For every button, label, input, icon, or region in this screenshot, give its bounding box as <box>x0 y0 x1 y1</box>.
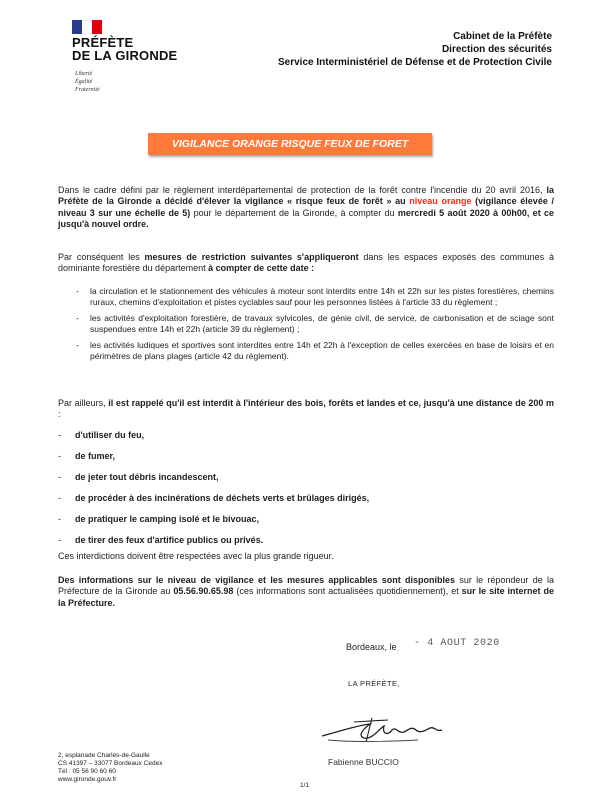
p1-text-2: pour le département de la Gironde, à compter du <box>190 207 398 218</box>
prefecture-logo-title <box>72 36 177 62</box>
paragraph-prohibitions-intro <box>58 398 554 421</box>
p3-text-2: : <box>58 409 61 420</box>
vigilance-banner: VIGILANCE ORANGE RISQUE FEUX DE FORET <box>148 133 432 155</box>
p1-bold-1: la Préfète de la Gironde a décidé d'élever la vigilance « risque feux de forêt » au <box>58 185 554 207</box>
date-stamp: - 4 AOUT 2020 <box>414 638 500 649</box>
devise-liberte: Liberté <box>75 71 93 77</box>
p2-text-2: dans les espaces exposés des communes à dominante forestière du département <box>58 252 554 274</box>
footer-website: www.gironde.gouv.fr <box>58 776 117 783</box>
rigor-note: Ces interdictions doivent être respectées avec la plus grande rigueur. <box>58 551 334 561</box>
handwritten-signature-icon <box>318 712 448 746</box>
logo-line-1: PRÉFÈTE <box>72 35 134 50</box>
p4-text-2: (ces informations sont actualisées quotidiennement), et <box>233 586 462 597</box>
prohibition-debris: de jeter tout débris incandescent, <box>75 472 219 482</box>
prohibition-fireworks: de tirer des feux d'artifice publics ou privés. <box>75 535 264 545</box>
p1-bold-3: mercredi 5 août 2020 à 00h00, et ce jusqu'à nouvel ordre. <box>58 207 554 230</box>
p4-website: sur le site internet de la Préfecture. <box>58 586 554 608</box>
p2-text-1: Par conséquent les <box>58 252 145 262</box>
footer-phone: Tél : 05 56 90 60 60 <box>58 768 116 775</box>
restrictions-list <box>76 286 554 367</box>
page-number: 1/1 <box>300 782 310 789</box>
prohibition-fire: d'utiliser du feu, <box>75 430 145 440</box>
paragraph-vigilance-decision <box>58 185 554 231</box>
footer-address <box>58 752 162 784</box>
prohibition-camping: de pratiquer le camping isolé et le bivouac, <box>75 514 260 524</box>
p3-text-1: Par ailleurs, <box>58 398 109 408</box>
p4-text-1: sur le répondeur de la Préfecture de la Gironde au <box>58 575 555 597</box>
restriction-item-forestry: - les activités d'exploitation forestière, de travaux sylvicoles, de génie civil, de service, de carbonisation et de sciage sont suspendues entre 14h et 22h (article 39 du règlement) ; <box>76 313 554 335</box>
footer-street: 2, esplanade Charles-de-Gaulle <box>58 752 150 759</box>
flag-red-stripe <box>92 20 102 34</box>
restriction-item-leisure: - les activités ludiques et sportives sont interdites entre 14h et 22h à l'exception de celles exercées en base de loisirs et en périmètres de plans plages (article 42 du règlement). <box>76 340 554 362</box>
admin-cabinet: Cabinet de la Préfète <box>453 31 552 42</box>
administrative-heading <box>278 30 552 69</box>
restriction-item-traffic: - la circulation et le stationnement des véhicules à moteur sont interdits entre 14h et 22h sur les pistes forestières, chemins ruraux, chemins d'exploitation et pistes cyclables sauf pour les personnes listées à l'article 33 du règlement ; <box>76 286 554 308</box>
signature-place: Bordeaux, le <box>346 642 397 652</box>
admin-service: Service Interministériel de Défense et de Protection Civile <box>278 57 552 68</box>
signature-role: LA PRÉFÈTE, <box>348 679 400 688</box>
republic-devise <box>75 70 100 94</box>
signer-name: Fabienne BUCCIO <box>328 757 399 767</box>
admin-direction: Direction des sécurités <box>441 44 552 55</box>
paragraph-information <box>58 575 554 609</box>
logo-line-2: DE LA GIRONDE <box>72 48 178 63</box>
prohibition-incineration: de procéder à des incinérations de déchets verts et brûlages dirigés, <box>75 493 370 503</box>
paragraph-restrictions-intro <box>58 252 554 275</box>
flag-blue-stripe <box>72 20 82 34</box>
p3-bold-1: il est rappelé qu'il est interdit à l'intérieur des bois, forêts et landes et ce, jusqu'à une distance de 200 m <box>108 398 554 408</box>
p4-bold-1: Des informations sur le niveau de vigilance et les mesures applicables sont disponibles <box>58 575 456 585</box>
devise-fraternite: Fraternité <box>75 87 100 93</box>
devise-egalite: Égalité <box>75 79 93 85</box>
p4-phone-number: 05.56.90.65.98 <box>173 586 234 597</box>
p2-bold-2: à compter de cette date : <box>208 263 315 274</box>
prohibition-smoking: de fumer, <box>75 451 116 461</box>
republic-flag-logo <box>72 20 102 34</box>
p1-orange-level: niveau orange <box>409 196 472 207</box>
footer-postal: CS 41397 – 33077 Bordeaux Cedex <box>58 760 163 767</box>
p1-text-1: Dans le cadre défini par le règlement interdépartemental de protection de la forêt contre l'incendie du 20 avril 2016, <box>58 185 547 195</box>
flag-white-stripe <box>82 20 92 34</box>
p1-bold-2: (vigilance élevée / niveau 3 sur une échelle de 5) <box>58 196 554 218</box>
prohibitions-list: - d'utiliser du feu, - de fumer, - de jeter tout débris incandescent, - de procéder à des incinérations de déchets verts et brûlages dirigés, - de pratiquer le camping isolé et le bivouac, - de tirer des feux d'artifice publics ou privés. <box>58 430 370 545</box>
p2-bold-1: mesures de restriction suivantes s'appliqueront <box>144 252 359 262</box>
